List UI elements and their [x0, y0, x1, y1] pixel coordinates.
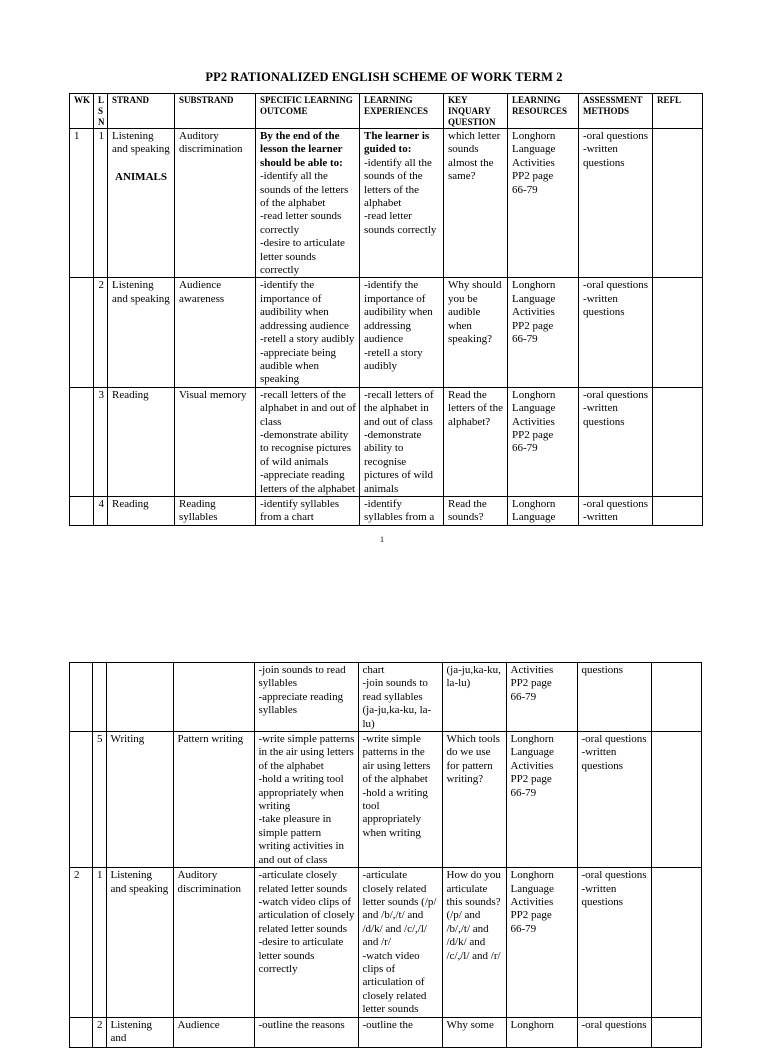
- week-cell: [70, 496, 94, 525]
- learning-outcome-cell-intro: By the end of the lesson the learner should be able to:: [260, 130, 343, 169]
- header-le: LEARNING EXPERIENCES: [360, 94, 444, 129]
- strand-cell-text: Reading: [112, 388, 149, 401]
- lesson-cell: [93, 663, 107, 732]
- key-question-cell-text: Why some: [446, 1018, 494, 1031]
- table-header-row: [70, 94, 703, 129]
- learning-outcome-cell: [256, 278, 360, 387]
- strand-cell: [106, 732, 173, 868]
- lesson-cell-text: 4: [98, 497, 105, 510]
- learning-experience-cell: [358, 732, 442, 868]
- learning-experience-cell: [360, 496, 444, 525]
- week-cell: [70, 1017, 93, 1047]
- learning-outcome-cell-text: -recall letters of the alphabet in and out of class -demonstrate ability to recognise pictures of wild animals -appreciate reading letters of the alphabet: [260, 388, 356, 495]
- learning-experience-cell: [360, 387, 444, 496]
- reflection-cell: [651, 1017, 701, 1047]
- week-cell: [70, 387, 94, 496]
- learning-outcome-cell-text: -outline the reasons: [258, 1018, 345, 1031]
- key-question-cell-text: Why should you be audible when speaking?: [448, 279, 502, 346]
- key-question-cell-text: (ja-ju,ka-ku, la-lu): [446, 664, 501, 690]
- learning-experience-cell-text: -write simple patterns in the air using letters of the alphabet -hold a writing tool appropriately when writing: [362, 733, 431, 839]
- substrand-cell: [175, 387, 256, 496]
- table-row: [70, 129, 703, 278]
- assessment-cell: [579, 129, 653, 278]
- key-question-cell: [444, 496, 508, 525]
- learning-outcome-cell-text: -identify the importance of audibility when addressing audience -retell a story audibly -appreciate being audible when speaking: [260, 279, 355, 386]
- resources-cell-text: Longhorn Language Activities PP2 page 66-79: [512, 130, 556, 196]
- assessment-cell-text: -oral questions -written questions: [583, 388, 649, 428]
- table-row: [70, 496, 703, 525]
- resources-cell: [506, 1017, 577, 1047]
- assessment-cell: [579, 496, 653, 525]
- learning-experience-cell-text: chart -join sounds to read syllables (ja-ju,ka-ku, la-lu): [362, 664, 432, 730]
- learning-experience-cell-text: -outline the: [362, 1018, 413, 1031]
- strand-cell: [106, 663, 173, 732]
- scheme-of-work-table-continued: [69, 662, 702, 1048]
- theme-label: ANIMALS: [115, 170, 167, 183]
- key-question-cell-text: Read the sounds?: [448, 497, 487, 524]
- table-row: [70, 1017, 702, 1047]
- learning-outcome-cell-text: -identify all the sounds of the letters of the alphabet -read letter sounds correctly -desire to articulate letter sounds correctly: [260, 170, 349, 277]
- header-am: ASSESSMENT METHODS: [579, 94, 653, 129]
- header-substrand: SUBSTRAND: [175, 94, 256, 129]
- scheme-of-work-table: [69, 93, 703, 526]
- table-row: [70, 732, 702, 868]
- substrand-cell-text: Audience awareness: [179, 279, 225, 305]
- resources-cell: [506, 868, 577, 1017]
- learning-experience-cell: [358, 1017, 442, 1047]
- substrand-cell-text: Auditory discrimination: [177, 869, 242, 895]
- lesson-cell: [94, 129, 108, 278]
- document-title: PP2 RATIONALIZED ENGLISH SCHEME OF WORK TERM 2: [205, 70, 563, 84]
- resources-cell: [508, 129, 579, 278]
- lesson-cell-text: 3: [98, 388, 105, 401]
- page-number: 1: [380, 535, 384, 544]
- substrand-cell: [173, 1017, 254, 1047]
- substrand-cell: [175, 278, 256, 387]
- reflection-cell: [653, 496, 703, 525]
- lesson-cell: [93, 732, 107, 868]
- assessment-cell: [577, 868, 651, 1017]
- assessment-cell-text: -oral questions -written questions: [581, 869, 647, 908]
- substrand-cell-text: Visual memory: [179, 388, 247, 401]
- resources-cell: [506, 732, 577, 868]
- key-question-cell: [444, 278, 508, 387]
- table-row: [70, 663, 702, 732]
- resources-cell-text: Longhorn Language Activities PP2 page 66-79: [512, 388, 556, 455]
- table-row: [70, 868, 702, 1017]
- reflection-cell: [653, 278, 703, 387]
- assessment-cell-text: questions: [581, 664, 624, 676]
- learning-experience-cell: [360, 129, 444, 278]
- key-question-cell: [442, 1017, 506, 1047]
- lesson-cell-text: 2: [98, 279, 105, 292]
- reflection-cell: [651, 868, 701, 1017]
- substrand-cell-text: Audience: [177, 1018, 220, 1031]
- assessment-cell: [577, 663, 651, 732]
- strand-cell: [108, 496, 175, 525]
- header-wk: WK: [70, 94, 94, 129]
- assessment-cell-text: -oral questions: [581, 1018, 647, 1031]
- lesson-cell-text: 5: [97, 733, 103, 746]
- key-question-cell: [442, 663, 506, 732]
- resources-cell-text: Longhorn Language Activities PP2 page 66-79: [510, 869, 554, 935]
- resources-cell: [508, 387, 579, 496]
- key-question-cell: [444, 129, 508, 278]
- resources-cell-text: Longhorn Language Activities PP2 page 66-79: [510, 733, 554, 799]
- strand-cell-text: Writing: [110, 733, 145, 746]
- learning-experience-cell-text: -identify syllables from a: [364, 497, 435, 524]
- substrand-cell-text: Pattern writing: [177, 733, 244, 746]
- week-cell: [70, 663, 93, 732]
- resources-cell: [508, 496, 579, 525]
- lesson-cell: [94, 496, 108, 525]
- header-slo: SPECIFIC LEARNING OUTCOME: [256, 94, 360, 129]
- learning-outcome-cell: [254, 1017, 358, 1047]
- learning-outcome-cell: [256, 496, 360, 525]
- strand-cell-text: Listening and speaking: [112, 279, 170, 305]
- strand-cell: [108, 387, 175, 496]
- lesson-cell: [94, 387, 108, 496]
- learning-experience-cell: [358, 868, 442, 1017]
- header-lsn: [94, 94, 108, 129]
- week-cell-text: 2: [74, 869, 80, 882]
- substrand-cell: [173, 868, 254, 1017]
- learning-experience-cell-intro: The learner is guided to:: [364, 130, 430, 156]
- lesson-cell: [93, 868, 107, 1017]
- strand-cell-text: Listening and: [110, 1018, 153, 1044]
- assessment-cell-text: -oral questions -written questions: [583, 279, 649, 319]
- learning-experience-cell: [360, 278, 444, 387]
- key-question-cell: [442, 868, 506, 1017]
- week-cell: [70, 732, 93, 868]
- assessment-cell: [579, 387, 653, 496]
- header-lsn-text: L S N: [98, 95, 105, 127]
- substrand-cell: [173, 663, 254, 732]
- reflection-cell: [653, 129, 703, 278]
- reflection-cell: [651, 663, 701, 732]
- learning-outcome-cell: [254, 868, 358, 1017]
- learning-outcome-cell-text: -identify syllables from a chart: [260, 497, 340, 524]
- lesson-cell-text: 1: [98, 130, 105, 142]
- learning-experience-cell: [358, 663, 442, 732]
- assessment-cell: [577, 1017, 651, 1047]
- assessment-cell-text: -oral questions -written questions: [583, 130, 649, 169]
- week-cell: [70, 278, 94, 387]
- substrand-cell-text: Reading syllables: [179, 497, 218, 524]
- learning-outcome-cell: [254, 732, 358, 868]
- strand-cell: [108, 129, 175, 278]
- learning-experience-cell-text: -recall letters of the alphabet in and out of class -demonstrate ability to recognise pictures of wild animals: [364, 388, 434, 495]
- table-row: [70, 387, 703, 496]
- week-cell-text: 1: [74, 130, 80, 142]
- learning-outcome-cell: [256, 387, 360, 496]
- header-kiq: KEY INQUARY QUESTION: [444, 94, 508, 129]
- lesson-cell-text: 2: [97, 1018, 103, 1031]
- reflection-cell: [653, 387, 703, 496]
- strand-cell: [108, 278, 175, 387]
- week-cell: [70, 868, 93, 1017]
- assessment-cell: [579, 278, 653, 387]
- key-question-cell-text: How do you articulate this sounds? (/p/ and /b/,/t/ and /d/k/ and /c/,/l/ and /r/: [446, 869, 501, 962]
- header-strand: STRAND: [108, 94, 175, 129]
- lesson-cell-text: 1: [97, 869, 103, 882]
- substrand-cell: [173, 732, 254, 868]
- resources-cell-text: Activities PP2 page 66-79: [510, 664, 554, 703]
- substrand-cell: [175, 129, 256, 278]
- lesson-cell: [94, 278, 108, 387]
- substrand-cell-text: Auditory discrimination: [179, 130, 243, 156]
- strand-cell-text: Reading: [112, 497, 149, 510]
- strand-cell-text: Listening and speaking: [112, 130, 170, 156]
- resources-cell-text: Longhorn Language Activities PP2 page 66-79: [512, 279, 556, 346]
- learning-experience-cell-text: -identify the importance of audibility when addressing audience -retell a story audibly: [364, 279, 433, 372]
- assessment-cell: [577, 732, 651, 868]
- key-question-cell-text: Which tools do we use for pattern writing?: [446, 733, 500, 786]
- reflection-cell: [651, 732, 701, 868]
- header-refl: REFL: [653, 94, 703, 129]
- key-question-cell: [444, 387, 508, 496]
- table-row: [70, 278, 703, 387]
- resources-cell: [508, 278, 579, 387]
- key-question-cell: [442, 732, 506, 868]
- substrand-cell: [175, 496, 256, 525]
- resources-cell-text: Longhorn: [510, 1018, 554, 1031]
- header-res: LEARNING RESOURCES: [508, 94, 579, 129]
- strand-cell: [106, 1017, 173, 1047]
- learning-outcome-cell-text: -write simple patterns in the air using letters of the alphabet -hold a writing tool appropriately when writing -take pleasure in simple pattern writing activities in and out of class: [258, 733, 355, 866]
- strand-cell-text: Listening and speaking: [110, 869, 169, 895]
- learning-outcome-cell-text: -articulate closely related letter sounds -watch video clips of articulation of closely related letter sounds -desire to articulate letter sounds correctly: [258, 869, 355, 975]
- learning-experience-cell-text: -articulate closely related letter sounds (/p/ and /b/,/t/ and /d/k/ and /c/,/l/ and /r/ -watch video clips of articulation of closely related letter sounds: [362, 869, 437, 1016]
- learning-outcome-cell: [256, 129, 360, 278]
- learning-experience-cell-text: -identify all the sounds of the letters of the alphabet -read letter sounds correctly: [364, 156, 437, 236]
- resources-cell: [506, 663, 577, 732]
- assessment-cell-text: -oral questions -written: [583, 497, 649, 524]
- key-question-cell-text: which letter sounds almost the same?: [448, 130, 501, 183]
- strand-cell: [106, 868, 173, 1017]
- week-cell: [70, 129, 94, 278]
- learning-outcome-cell: [254, 663, 358, 732]
- key-question-cell-text: Read the letters of the alphabet?: [448, 388, 503, 428]
- resources-cell-text: Longhorn Language: [512, 497, 556, 524]
- lesson-cell: [93, 1017, 107, 1047]
- assessment-cell-text: -oral questions -written questions: [581, 733, 647, 772]
- learning-outcome-cell-text: -join sounds to read syllables -appreciate reading syllables: [258, 664, 346, 717]
